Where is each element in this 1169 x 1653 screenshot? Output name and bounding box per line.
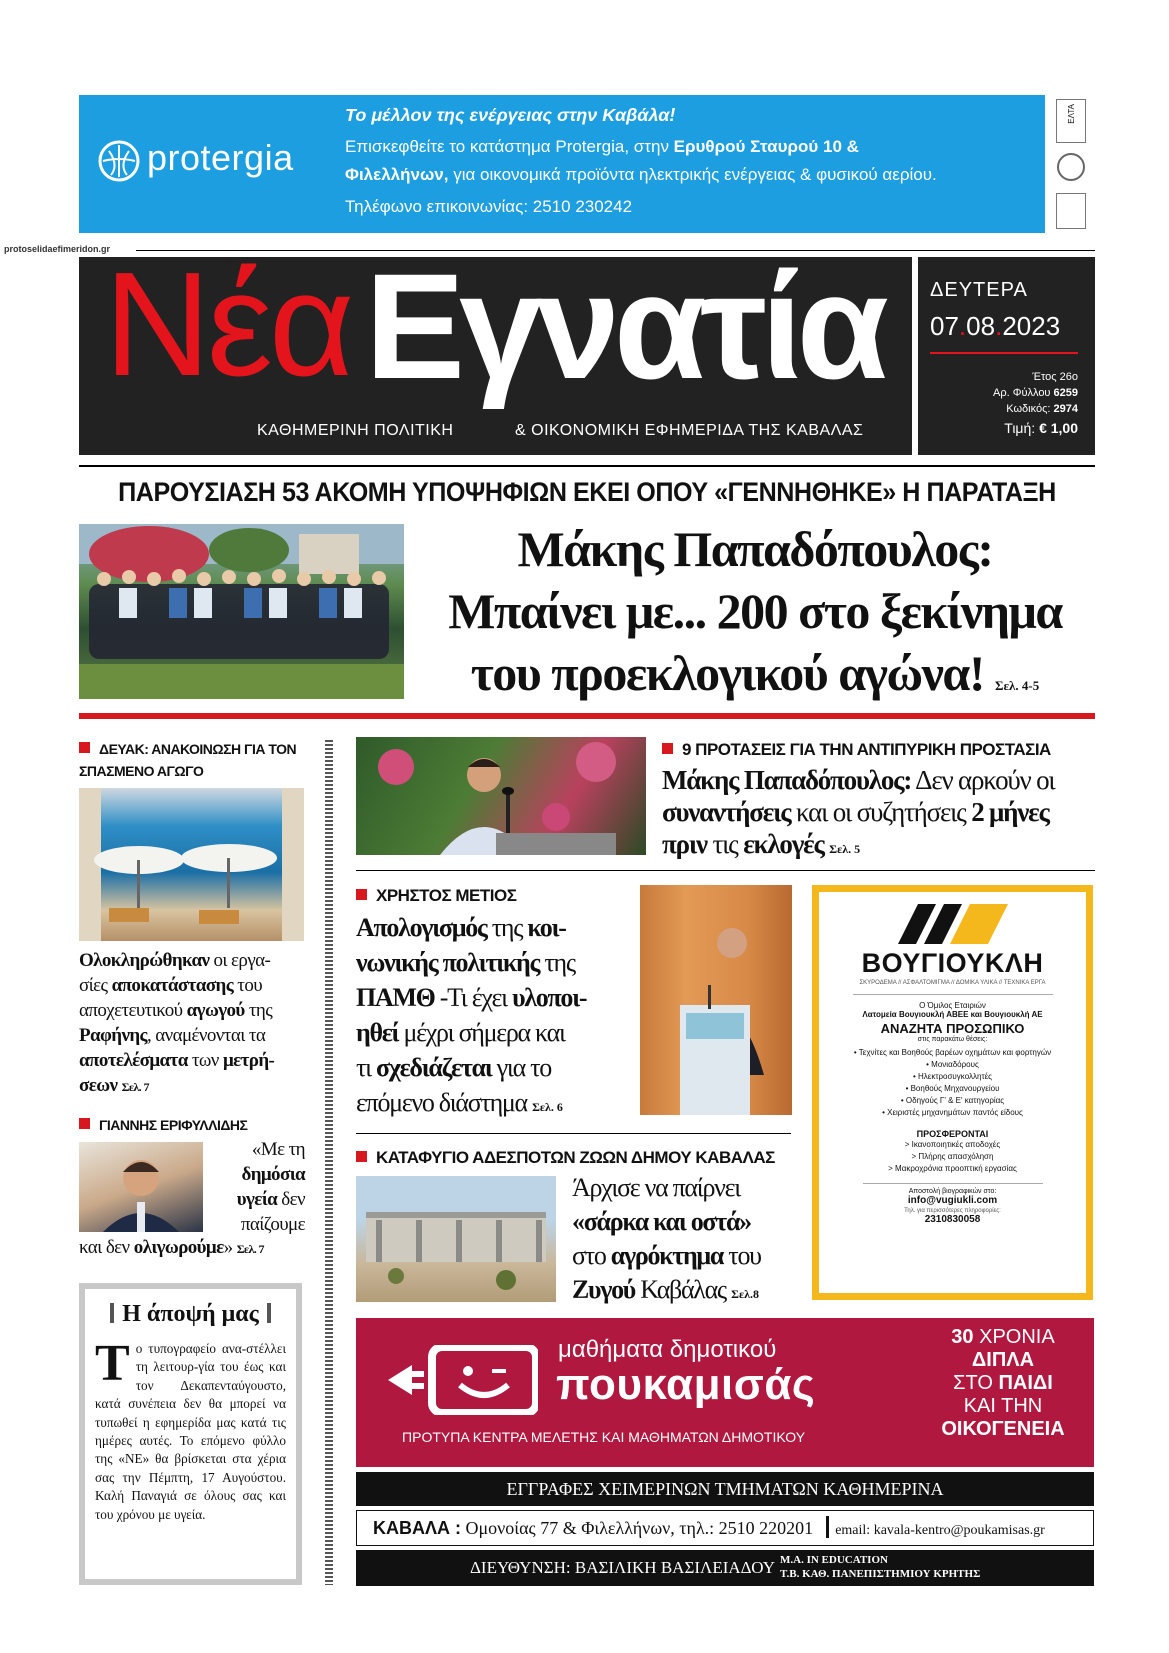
- weekday: ΔΕΥΤΕΡΑ: [930, 279, 1028, 301]
- poukamisas-address[interactable]: ΚΑΒΑΛΑ : Ομονοίας 77 & Φιλελλήνων, τηλ.: 2510 220201 email: kavala-kentro@poukamisas.gr: [356, 1510, 1094, 1546]
- erifyllidis-quote[interactable]: «Με τη δημόσια υγεία δεν παίζουμε: [236, 1139, 305, 1235]
- poukamisas-email: email: kavala-kentro@poukamisas.gr: [835, 1523, 1045, 1538]
- lead-kicker[interactable]: ΠΑΡΟΥΣΙΑΣΗ 53 ΑΚΟΜΗ ΥΠΟΨΗΦΙΩΝ ΕΚΕΙ ΟΠΟΥ «ΓΕΝΝΗΘΗΚΕ» Η ΠΑΡΑΤΑΞΗ: [118, 477, 1056, 507]
- poukamisas-slogan: 30 ΧΡΟΝΙΑ ΔΙΠΛΑ ΣΤΟ ΠΑΙΔΙ ΚΑΙ ΤΗΝ ΟΙΚΟΓΕΝΕΙΑ: [941, 1326, 1065, 1440]
- lead-headline[interactable]: Μάκης Παπαδόπουλος: Μπαίνει με... 200 στο ξεκίνημα του προεκλογικού αγώνα! Σελ. 4-5: [448, 521, 1062, 701]
- seal-stamp-icon: [1057, 153, 1085, 181]
- metios-photo[interactable]: [640, 885, 792, 1115]
- postage-stamp: [1056, 193, 1086, 229]
- vougiouklis-brand: ΒΟΥΓΙΟΥΚΛΗ: [861, 948, 1044, 978]
- vougiouklis-offer-item: > Πλήρης απασχόληση: [911, 1152, 994, 1161]
- vougiouklis-position-item: • Ηλεκτροσυγκολλητές: [912, 1072, 993, 1081]
- title-egnatia: Εγνατία: [365, 242, 883, 410]
- vougiouklis-phone[interactable]: 2310830058: [924, 1214, 981, 1225]
- deyak-text[interactable]: Ολοκληρώθηκαν οι εργα- σίες αποκατάστασης του αποχετευτικού αγωγού της Ραφήνης, αναμένονται τα αποτελέσματα των μετρή- σεων Σελ. 7: [79, 950, 275, 1096]
- postal-stamps: [1052, 95, 1090, 233]
- poukamisas-enroll: ΕΓΓΡΑΦΕΣ ΧΕΙΜΕΡΙΝΩΝ ΤΜΗΜΑΤΩΝ ΚΑΘΗΜΕΡΙΝΑ: [356, 1472, 1094, 1506]
- title-nea: Νέα: [104, 242, 351, 407]
- ad-line-3: Φιλελλήνων, για οικονομικά προϊόντα ηλεκτρικής ενέργειας & φυσικού αερίου.: [345, 165, 937, 184]
- fire-kicker[interactable]: 9 ΠΡΟΤΑΣΕΙΣ ΓΙΑ ΤΗΝ ΑΝΤΙΠΥΡΙΚΗ ΠΡΟΣΤΑΣΙΑ: [662, 740, 1051, 760]
- vougiouklis-position-item: • Μονιαδόρους: [926, 1060, 979, 1069]
- vougiouklis-positions: [819, 1047, 1086, 1119]
- vougiouklis-email[interactable]: info@vugiukli.com: [907, 1195, 998, 1206]
- vougiouklis-logo-icon: [898, 904, 1008, 944]
- poukamisas-director: ΔΙΕΥΘΥΝΣΗ: ΒΑΣΙΛΙΚΗ ΒΑΣΙΛΕΙΑΔΟΥ Μ.Α. IN EDUCATION Τ.Β. ΚΑΘ. ΠΑΝΕΠΙΣΤΗΜΙΟΥ ΚΡΗΤΗΣ: [356, 1550, 1094, 1586]
- vougiouklis-position-item: • Βοηθούς Μηχανουργείου: [905, 1084, 1000, 1093]
- lead-page-ref: Σελ. 4-5: [994, 678, 1040, 693]
- erifyllidis-kicker[interactable]: ΓΙΑΝΝΗΣ ΕΡΙΦΥΛΛΙΔΗΣ: [79, 1117, 247, 1133]
- vougiouklis-tagline: ΣΚΥΡΟΔΕΜΑ // ΑΣΦΑΛΤΟΜΙΓΜΑ // ΔΟΜΙΚΑ ΥΛΙΚΑ // ΤΕΧΝΙΚΑ ΕΡΓΑ: [859, 980, 1046, 986]
- vougiouklis-position-item: • Χειριστές μηχανημάτων παντός είδους: [882, 1108, 1023, 1117]
- vougiouklis-offer-item: > Ικανοποιητικές αποδοχές: [904, 1140, 1001, 1149]
- poukamisas-ad[interactable]: [356, 1318, 1094, 1467]
- metios-headline[interactable]: Απολογισμός της κοι- νωνικής πολιτικής της ΠΑΜΘ -Τι έχει υλοποι- ηθεί μέχρι σήμερα και τι σχεδιάζεται για το επόμενο διάστημα Σελ. 6: [356, 913, 587, 1117]
- protergia-logo-icon: [97, 139, 141, 183]
- poukamisas-sub: ΠΡΟΤΥΠΑ ΚΕΝΤΡΑ ΜΕΛΕΤΗΣ ΚΑΙ ΜΑΘΗΜΑΤΩΝ ΔΗΜΟΤΙΚΟΥ: [402, 1429, 806, 1445]
- vougiouklis-info: Τηλ. για περισσότερες πληροφορίες:: [904, 1208, 1001, 1214]
- vougiouklis-ad[interactable]: [812, 885, 1093, 1300]
- lead-rule: [79, 713, 1095, 719]
- vougiouklis-companies: Λατομεία Βουγιουκλή ΑΒΕΕ και Βουγιουκλή ΑΕ: [862, 1010, 1043, 1019]
- fire-photo[interactable]: [356, 737, 646, 855]
- deyak-kicker[interactable]: ΔΕΥΑΚ: ΑΝΑΚΟΙΝΩΣΗ ΓΙΑ ΤΟΝ ΣΠΑΣΜΕΝΟ ΑΓΩΓΟ: [79, 741, 297, 779]
- erifyllidis-quote-end: και δεν ολιγωρούμε» Σελ. 7: [79, 1237, 264, 1258]
- opinion-body: Το τυπογραφείο ανα-στέλλει τη λειτουρ-γία του έως και τον Δεκαπενταύγουστο, κατά συνέπεια δεν θα μπορεί να τυπωθεί η εφημερίδα μας κατά τις ημέρες αυτές. Το επόμενο φύλλο της «ΝΕ» θα βρίσκεται στα χέρια σας την Πέμπτη, 17 Αυγούστου. Καλή Παναγιά σε όλους σας και του χρόνου με υγεία.: [95, 1335, 286, 1522]
- fire-page-ref: Σελ. 5: [829, 842, 861, 856]
- subtitle-right: & ΟΙΚΟΝΟΜΙΚΗ ΕΦΗΜΕΡΙΔΑ ΤΗΣ ΚΑΒΑΛΑΣ: [515, 422, 864, 439]
- ad-line-2: Επισκεφθείτε το κατάστημα Protergia, στην Ερυθρού Σταυρού 10 &: [345, 137, 859, 156]
- vougiouklis-position-item: • Τεχνίτες και Βοηθούς βαρέων οχημάτων και φορτηγών: [853, 1048, 1052, 1057]
- date: 07.08.2023: [930, 311, 1061, 341]
- site-label: protoselidaefimeridon.gr: [4, 244, 111, 254]
- vougiouklis-position-item: • Οδηγούς Γ' & Ε' κατηγορίας: [900, 1096, 1005, 1105]
- masthead-rule: [79, 465, 1095, 467]
- vougiouklis-group: Ο Όμιλος Εταιριών: [919, 1001, 986, 1010]
- deyak-photo[interactable]: [79, 788, 304, 941]
- date-rule: [930, 352, 1078, 354]
- opinion-dropcap: Τ: [95, 1335, 130, 1392]
- vougiouklis-seeking: ΑΝΑΖΗΤΑ ΠΡΟΣΩΠΙΚΟ: [880, 1021, 1025, 1036]
- erifyllidis-page-ref: Σελ. 7: [236, 1242, 264, 1256]
- poukamisas-brand: πουκαμισάς: [556, 1360, 816, 1409]
- metios-kicker[interactable]: ΧΡΗΣΤΟΣ ΜΕΤΙΟΣ: [356, 886, 516, 906]
- shelter-headline[interactable]: Άρχισε να παίρνει «σάρκα και οστά» στο αγρόκτημα του Ζυγού Καβάλας Σελ.8: [572, 1173, 761, 1304]
- column-divider: [325, 740, 333, 1585]
- metios-rule: [356, 1133, 791, 1134]
- shelter-page-ref: Σελ.8: [731, 1287, 759, 1301]
- vougiouklis-for: στις παρακάτω θέσεις:: [917, 1036, 988, 1043]
- opinion-title: Η άποψή μας: [95, 1301, 286, 1328]
- date-box: [918, 257, 1095, 455]
- vougiouklis-send: Αποστολή βιογραφικών στο:: [908, 1188, 997, 1195]
- erifyllidis-photo[interactable]: [79, 1142, 203, 1232]
- vougiouklis-offers: [819, 1139, 1086, 1175]
- ad-line-4: Τηλέφωνο επικοινωνίας: 2510 230242: [345, 197, 633, 216]
- poukamisas-top: μαθήματα δημοτικού: [558, 1336, 777, 1363]
- opinion-box: [79, 1283, 302, 1585]
- deyak-page-ref: Σελ. 7: [121, 1080, 149, 1094]
- lead-photo[interactable]: [79, 524, 404, 699]
- masthead: [79, 242, 912, 455]
- shelter-kicker[interactable]: ΚΑΤΑΦΥΓΙΟ ΑΔΕΣΠΟΤΩΝ ΖΩΩΝ ΔΗΜΟΥ ΚΑΒΑΛΑΣ: [356, 1148, 775, 1168]
- subtitle-left: ΚΑΘΗΜΕΡΙΝΗ ΠΟΛΙΤΙΚΗ: [257, 422, 454, 439]
- fire-rule: [356, 870, 1095, 871]
- poukamisas-logo-icon: [388, 1345, 538, 1415]
- metios-page-ref: Σελ. 6: [532, 1100, 563, 1114]
- elta-stamp: ΕΛΤΑ: [1056, 99, 1086, 143]
- protergia-brand: protergia: [147, 137, 294, 178]
- fire-headline[interactable]: Μάκης Παπαδόπουλος: Δεν αρκούν οι συναντήσεις και οι συζητήσεις 2 μήνες πριν τις εκλογές Σελ. 5: [662, 765, 1055, 859]
- vougiouklis-offer-item: > Μακροχρόνια προοπτική εργασίας: [888, 1164, 1017, 1173]
- vougiouklis-offer-title: ΠΡΟΣΦΕΡΟΝΤΑΙ: [916, 1129, 989, 1139]
- issue-info: Έτος 26ο Αρ. Φύλλου 6259 Κωδικός: 2974 Τιμή: € 1,00: [992, 371, 1078, 436]
- ad-line-1: Το μέλλον της ενέργειας στην Καβάλα!: [345, 105, 676, 125]
- shelter-photo[interactable]: [356, 1176, 556, 1302]
- protergia-ad[interactable]: [79, 95, 1045, 233]
